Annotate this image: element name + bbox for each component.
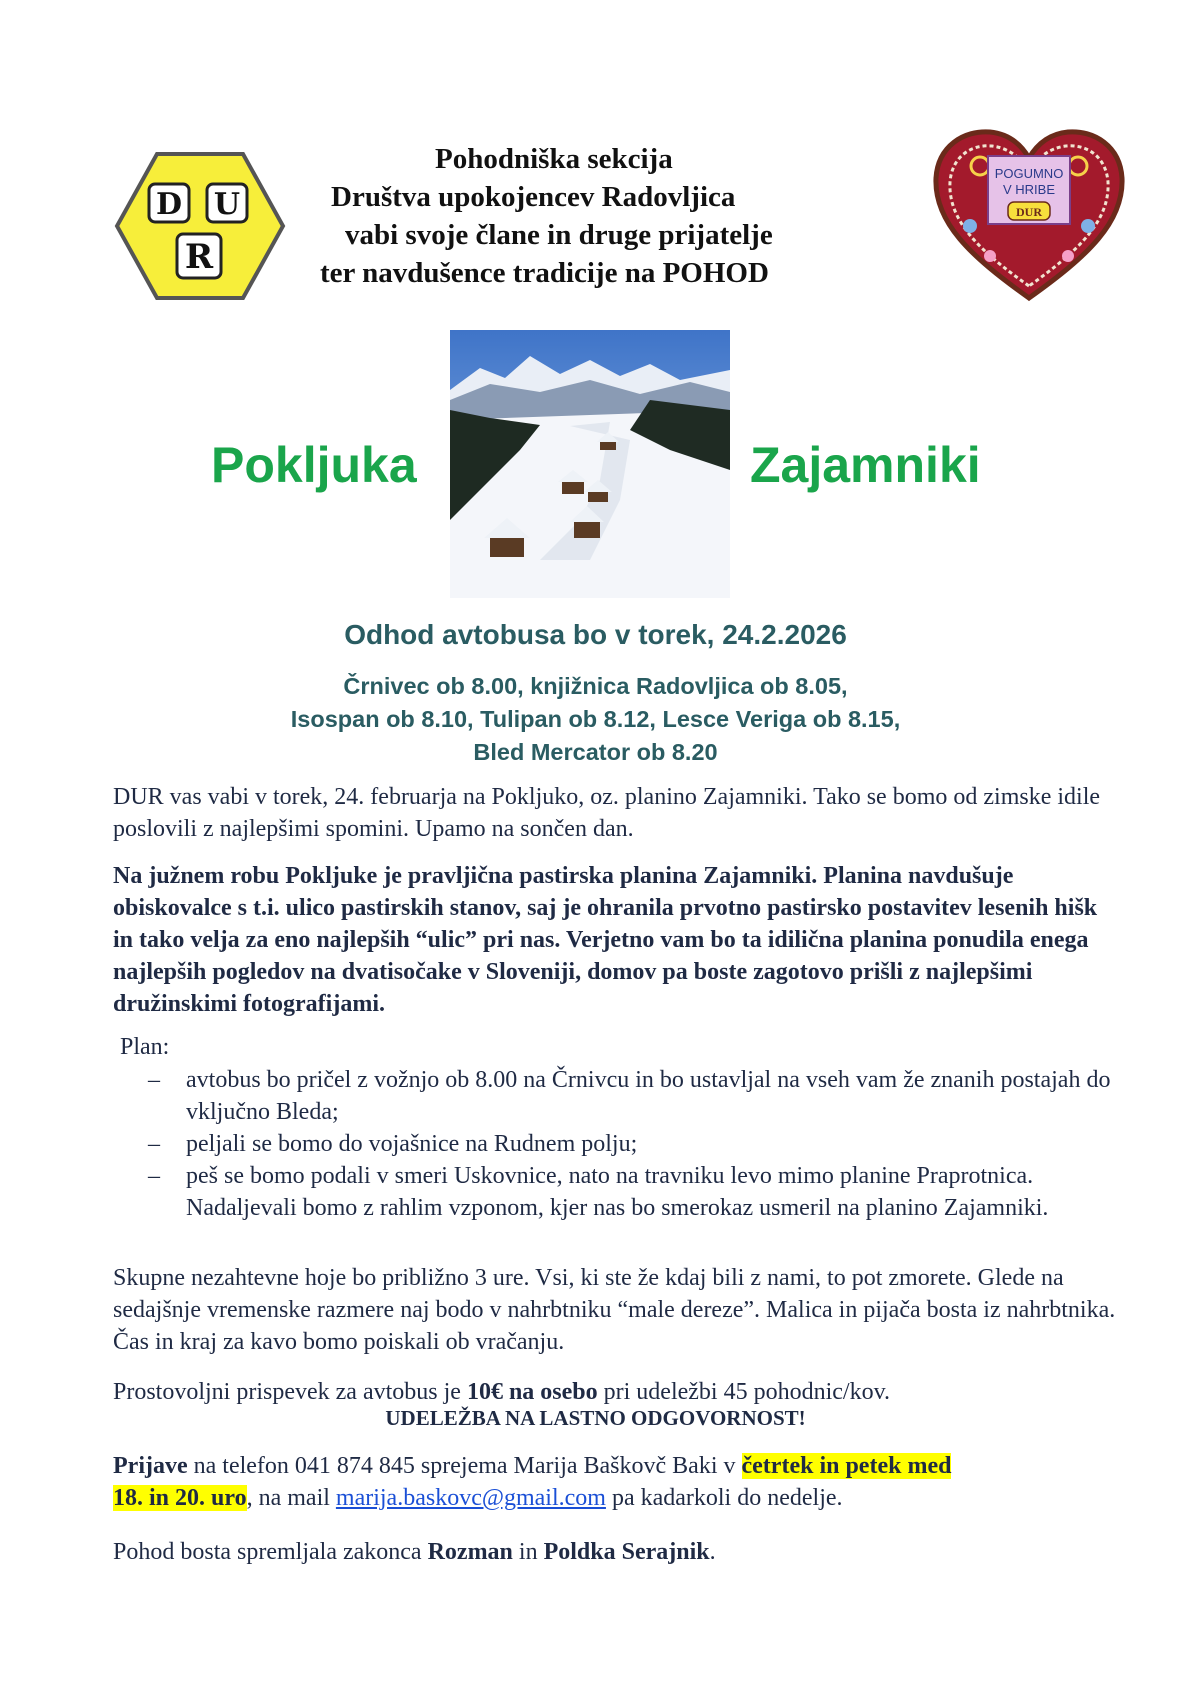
heart-badge <box>930 126 1128 304</box>
list-dash: – <box>148 1131 160 1157</box>
registration-text-end: pa kadarkoli do nedelje. <box>605 1485 843 1511</box>
escort-paragraph <box>113 1536 1123 1568</box>
escort-text-end: . <box>709 1539 716 1565</box>
stops-line-3: Bled Mercator ob 8.20 <box>473 739 718 765</box>
escort-text-middle: in <box>512 1539 544 1565</box>
intro-paragraph: DUR vas vabi v torek, 24. februarja na Pokljuko, oz. planino Zajamniki. Tako se bomo od zimske idile poslovili z najlepšimi spomini. Upamo na sončen dan. <box>113 784 1101 842</box>
contribution-paragraph <box>113 1376 1123 1408</box>
logo-letter-u: U <box>213 187 241 222</box>
title-pokljuka: Pokljuka <box>211 437 417 493</box>
plan-item <box>148 1128 1128 1160</box>
plan-list <box>148 1064 1128 1224</box>
plan-item <box>148 1064 1128 1128</box>
contribution-text: Prostovoljni prispevek za avtobus je <box>113 1379 467 1405</box>
heart-text-2: V HRIBE <box>1002 182 1056 197</box>
logo-letter-r: R <box>184 237 214 277</box>
header-line-2: Društva upokojencev Radovljica <box>331 181 736 213</box>
plan-item-text: avtobus bo pričel z vožnjo ob 8.00 na Črnivcu in bo ustavljal na vseh vam že znanih postajah do vključno Bleda; <box>186 1067 1111 1125</box>
walk-info-paragraph: Skupne nezahtevne hoje bo približno 3 ure. Vsi, ki ste že kdaj bili z nami, to pot zmorete. Glede na sedajšnje vremenske razmere naj bodo v nahrbtniku “male dereze”. Malica in pijača bosta iz nahrbtnika. Čas in kraj za kavo bomo poiskali ob vračanju. <box>113 1265 1116 1355</box>
header-line-4: ter navdušence tradicije na POHOD <box>320 257 769 289</box>
contribution-amount: 10€ na osebo <box>466 1379 598 1405</box>
bus-stops <box>0 670 1191 769</box>
dur-logo <box>113 150 287 302</box>
registration-text-mail: , na mail <box>246 1485 336 1511</box>
header-block <box>300 140 900 292</box>
plan-item-text: peljali se bomo do vojašnice na Rudnem polju; <box>186 1131 638 1157</box>
plan-item-text: peš se bomo podali v smeri Uskovnice, nato na travniku levo mimo planine Praprotnica. Nadaljevali bomo z rahlim vzponom, kjer nas bo smerokaz usmeril na planino Zajamniki. <box>186 1163 1049 1221</box>
plan-label: Plan: <box>120 1034 170 1060</box>
email-link[interactable]: marija.baskovc@gmail.com <box>335 1485 606 1511</box>
escort-name-1: Rozman <box>427 1539 513 1565</box>
registration-paragraph <box>113 1450 1123 1514</box>
escort-text: Pohod bosta spremljala zakonca <box>113 1539 428 1565</box>
registration-highlight-days: četrtek in petek med <box>741 1453 952 1479</box>
responsibility-warning: UDELEŽBA NA LASTNO ODGOVORNOST! <box>385 1406 806 1430</box>
stops-line-2: Isospan ob 8.10, Tulipan ob 8.12, Lesce Veriga ob 8.15, <box>290 706 901 732</box>
contribution-text-end: pri udeležbi 45 pohodnic/kov. <box>597 1379 891 1405</box>
list-dash: – <box>148 1067 160 1093</box>
header-line-3: vabi svoje člane in druge prijatelje <box>345 219 773 251</box>
title-zajamniki: Zajamniki <box>750 437 981 493</box>
heart-text-1: POGUMNO <box>994 166 1064 181</box>
plan-item <box>148 1160 1128 1224</box>
registration-highlight-hours: 18. in 20. uro <box>113 1485 247 1511</box>
departure-headline: Odhod avtobusa bo v torek, 24.2.2026 <box>344 619 847 650</box>
winter-landscape-photo <box>450 330 730 598</box>
description-paragraph: Na južnem robu Pokljuke je pravljična pastirska planina Zajamniki. Planina navdušuje obiskovalce s t.i. ulico pastirskih stanov, saj je ohranila prvotno pastirsko postavitev lesenih hišk in tako velja za eno najlepših “ulic” pri nas. Verjetno vam bo ta idilična planina ponudila enega najlepših pogledov na dvatisočake v Sloveniji, domov pa boste zagotovo prišli z najlepšimi družinskimi fotografijami. <box>113 863 1098 1017</box>
registration-text: na telefon 041 874 845 sprejema Marija Baškovč Baki v <box>187 1453 742 1479</box>
escort-name-2: Poldka Serajnik <box>543 1539 710 1565</box>
list-dash: – <box>148 1163 160 1189</box>
header-line-1: Pohodniška sekcija <box>435 143 673 175</box>
logo-letter-d: D <box>155 187 183 222</box>
stops-line-1: Črnivec ob 8.00, knjižnica Radovljica ob 8.05, <box>343 673 848 699</box>
registration-label: Prijave <box>113 1453 188 1479</box>
heart-tag: DUR <box>1016 205 1042 219</box>
